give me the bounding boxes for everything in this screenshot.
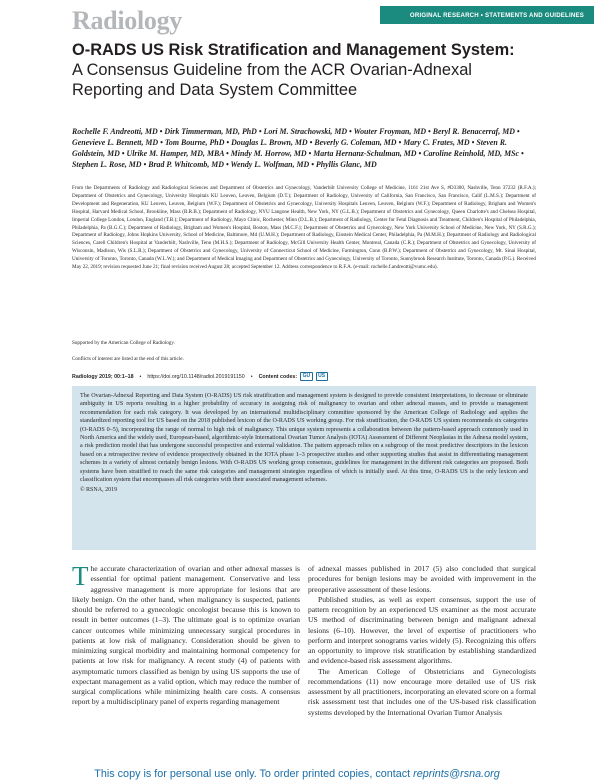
article-title	[72, 40, 542, 100]
citation-line	[72, 372, 542, 381]
body-paragraph: Published studies, as well as expert consensus, support the use of pattern recognition by an experienced US examiner as the most accurate US method of discriminating between benign and malignant adnexal lesions (6–10). However, the level of expertise of practitioners who perform and interpret sonograms varies widely (5). Recognizing this offers an opportunity to improve risk stratification by establishing standardized and evidence-based risk assessment algorithms.	[308, 594, 536, 666]
section-tag: ORIGINAL RESEARCH • STATEMENTS AND GUIDELINES	[380, 6, 594, 24]
content-codes-label: Content codes:	[258, 373, 298, 380]
paragraph-text: he accurate characterization of ovarian and other adnexal masses is essential for optimal patient management. Conservative and less aggressive management is more appropriate for lesions that are likely benign. On the other hand, when malignancy is suspected, patients should be referred to a gynecologic oncologist because this is known to result in better outcomes (1–3). The ultimate goal is to optimize ovarian cancer outcomes while minimizing unnecessary surgical procedures in patients at low risk of malignancy. Consideration should be given to minimizing surgical morbidity and maintaining hormonal competency for patients at low risk for malignancy. A recent study (4) of patients with asymptomatic tumors classified as benign by using US supports the use of expectant management as a valid option, which may reduce the number of surgical complications while minimizing health care costs. A consensus report by a multidisciplinary panel of experts regarding management	[72, 564, 300, 707]
drop-cap: T	[72, 561, 89, 591]
title-main: O-RADS US Risk Stratification and Management System:	[72, 41, 515, 59]
abstract-box	[72, 386, 536, 550]
conflicts-note: Conflicts of interest are listed at the end of this article.	[72, 356, 184, 362]
journal-citation: Radiology 2019; 00:1–18	[72, 373, 134, 380]
bullet-separator: •	[250, 373, 253, 380]
copyright-footer	[0, 765, 594, 783]
body-column-right	[308, 564, 536, 718]
abstract-copyright: © RSNA, 2019	[80, 487, 118, 494]
footer-text: This copy is for personal use only. To order printed copies, contact	[94, 768, 414, 780]
body-paragraph: of adnexal masses published in 2017 (5) also concluded that surgical procedures for benign lesions may be avoided with improvement in the preoperative assessment of these lesions.	[308, 564, 536, 594]
funding-note: Supported by the American College of Radiology.	[72, 340, 175, 346]
content-code-badge[interactable]: US	[316, 372, 328, 381]
doi-link[interactable]: https://doi.org/10.1148/radiol.2019191150	[147, 373, 245, 380]
body-paragraph	[72, 561, 300, 708]
abstract-text: The Ovarian-Adnexal Reporting and Data System (O-RADS) US risk stratification and management system is designed to provide consistent interpretations, to decrease or eliminate ambiguity in US reports resulting in a higher probability of accuracy in assigning risk of malignancy to ovarian and other adnexal masses, and to provide a management recommendation for each risk category. It was developed by an international multidisciplinary committee sponsored by the American College of Radiology and applies the standardized reporting tool for US based on the 2018 published lexicon of the O-RADS US working group. For risk stratification, the O-RADS US system recommends six categories (O-RADS 0–5), incorporating the range of normal to high risk of malignancy. This unique system represents a collaboration between the pattern-based approach commonly used in North America and the widely used, European-based, algorithmic-style International Ovarian Tumor Analysis (IOTA) Assessment of Different Neoplasias in the Adnexa model system, a risk prediction model that has undergone successful prospective and external validation. The pattern approach relies on a subgroup of the most predictive descriptors in the lexicon based on a retrospective review of evidence prospectively obtained in the IOTA phase 1–3 prospective studies and other supporting studies that assist in differentiating management schemes in a variety of almost certainly benign lesions. With O-RADS US working group consensus, guidelines for management in the different risk categories are proposed. Both systems have been stratified to reach the same risk categories and management strategies regardless of which is initially used. At this time, O-RADS US is the only lexicon and classification system that encompasses all risk categories with their associated management schemes.	[80, 393, 528, 484]
body-column-left	[72, 561, 300, 708]
reprints-email-link[interactable]: reprints@rsna.org	[413, 768, 500, 780]
bullet-separator: •	[139, 373, 142, 380]
title-subtitle: A Consensus Guideline from the ACR Ovarian-Adnexal Reporting and Data System Committee	[72, 61, 472, 99]
affiliations: From the Departments of Radiology and Radiological Sciences and Department of Obstetrics and Gynecology, Vanderbilt University College of Medicine, 1161 21st Ave S, #D3300, Nashville, Tenn 37232 (R.F.A.); Department of Obstetrics and Gynecology, University Hospitals KU Leuven, Leuven, Belgium (D.T.); Department of Radiology, University of California, San Francisco, San Francisco, Calif (L.M.S.); Department of Development and Regeneration, KU Leuven, Leuven, Belgium (W.F.); Department of Obstetrics and Gynecology, University Hospitals Leuven, Leuven, Belgium (W.F.); Department of Radiology, Brigham and Women's Hospital, Harvard Medical School, Brookline, Mass (B.R.B.); Department of Radiology, NYU Langone Health, New York, NY (G.L.B.); Department of Obstetrics and Gynecology, Queen Charlotte's and Chelsea Hospital, Imperial College London, London, England (T.B.); Department of Radiology, Mayo Clinic, Rochester, Minn (D.L.B.); Department of Radiology, Center for Fetal Diagnosis and Treatment, Children's Hospital of Philadelphia, Philadelphia, Pa (B.G.C.); Department of Radiology, Brigham and Women's Hospital, Boston, Mass (M.C.F.); Department of Obstetrics and Gynecology, New York University School of Medicine, New York, NY (S.R.G.); Department of Radiology, Johns Hopkins University, School of Medicine, Baltimore, Md (U.M.H.); Department of Radiology, Einstein Medical Center, Philadelphia, Pa (M.M.H.); Department of Radiology and Radiological Sciences, Carell Children's Hospital at Vanderbilt, Nashville, Tenn (M.H.S.); Department of Radiology, McGill University Health Center, Montreal, Canada (C.R.); Department of Obstetrics and Gynecology, University of Wisconsin, Madison, Wis (S.L.R.); Department of Obstetrics and Gynecology, University of Connecticut School of Medicine, Farmington, Conn (B.P.W.); Department of Obstetrics and Gynecology, Mt. Sinai Hospital, University of Toronto, Toronto, Canada (W.L.W.); and Department of Medical Imaging and Department of Obstetrics and Gynecology, University of Toronto, Sunnybrook Research Institute, Toronto, Canada (P.G.). Received May 22, 2019; revision requested June 21; final revision received August 28; accepted September 12. Address correspondence to R.F.A. (e-mail: rochelle.f.andreotti@vumc.edu).	[72, 185, 536, 271]
body-paragraph: The American College of Obstetricians and Gynecologists recommendations (11) now encourage more detailed use of US risk assessment by all practitioners, incorporating an elevated score on a formal risk assessment test that includes one of the US-based risk classification systems developed by the International Ovarian Tumor Analysis	[308, 666, 536, 717]
content-code-badge[interactable]: GU	[300, 372, 313, 381]
author-list: Rochelle F. Andreotti, MD • Dirk Timmerman, MD, PhD • Lori M. Strachowski, MD • Wouter Froyman, MD • Beryl R. Benacerraf, MD • Genevieve L. Bennett, MD • Tom Bourne, PhD • Douglas L. Brown, MD • Beverly G. Coleman, MD • Mary C. Frates, MD • Steven R. Goldstein, MD • Ulrike M. Hamper, MD, MBA • Mindy M. Horrow, MD • Marta Hernanz-Schulman, MD • Caroline Reinhold, MD, MSc • Stephen L. Rose, MD • Brad P. Whitcomb, MD • Wendy L. Wolfman, MD • Phyllis Glanc, MD	[72, 127, 524, 169]
journal-logo: Radiology	[72, 6, 182, 35]
